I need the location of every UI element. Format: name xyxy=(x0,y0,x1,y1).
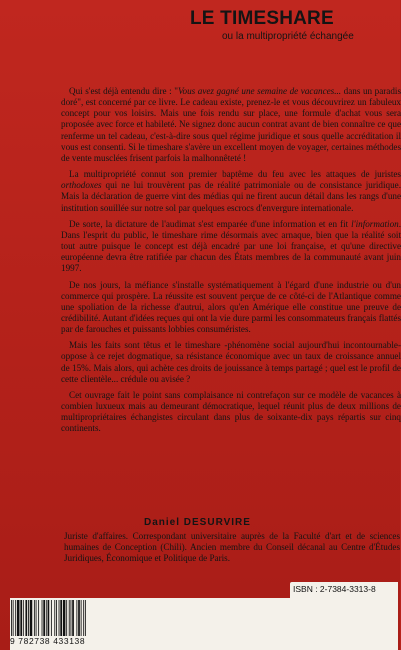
isbn-box xyxy=(290,582,398,598)
blurb-text xyxy=(61,86,401,440)
paragraph-2: La multipropriété connut son premier baptême du feu avec les attaques de juristes orthodoxes qui ne lui trouvèrent pas de réalité patrimoniale ou de consistance juridique. Mais la déclaration de guerre vint des médias qui ne firent aucun détail dans les rangs d'une institution souillée sur notre sol par quelques escrocs d'envergure internationale. xyxy=(61,169,401,213)
paragraph-5: Mais les faits sont têtus et le timeshare -phénomène social aujourd'hui incontournable- oppose à ce rejet dogmatique, sa résistance économique avec un taux de croissance annuel de 15%. Mais alors, qui achète ces droits de jouissance à temps partagé ; quel est le profil de cette clientèle... crédule ou avisée ? xyxy=(61,340,401,384)
author-block xyxy=(64,517,400,565)
barcode-digits: 9 782738 433138 xyxy=(10,636,86,646)
book-subtitle: ou la multipropriété échangée xyxy=(222,31,354,42)
paragraph-6: Cet ouvrage fait le point sans complaisance ni contrefaçon sur ce modèle de vacances à combien luxueux mais au demeurant démocratique, lequel réunit plus de deux millions de multipropriétaires échangistes circulant dans plus de soixante-dix pays répartis sur cinq continents. xyxy=(61,389,401,434)
paragraph-3: De sorte, la dictature de l'audimat s'est emparée d'une information et en fit l'information. Dans l'esprit du public, le timeshare rime désormais avec arnaque, bien que la réalité soit tout autre puisque le concept est déjà encadré par une loi française, et qu'une directive européenne devra être ratifiée par chacun des États membres de la communauté avant juin 1997. xyxy=(61,218,401,274)
paragraph-1: Qui s'est déjà entendu dire : "Vous avez gagné une semaine de vacances... dans un paradis doré", est concerné par ce livre. Le cadeau existe, prenez-le et vous découvrirez un fabuleux concept pour vos loisirs. Mais une fois rendu sur place, une formule d'achat vous sera proposée avec force et habileté. Ne signez donc aucun contrat avant de bien connaître ce que renferme un tel cadeau, c'est-à-dire sous quel régime juridique et sous quelle accréditation il vous est consenti. Si le timeshare s'avère un excellent moyen de voyager, certaines méthodes de vente musclées frisent parfois la malhonnêteté ! xyxy=(61,86,401,163)
orthodoxes-emphasis: orthodoxes xyxy=(61,180,102,191)
information-emphasis: l'information xyxy=(351,218,399,229)
barcode-area xyxy=(10,598,398,650)
book-title: LE TIMESHARE xyxy=(190,8,334,29)
quote-emphasis: Vous avez gagné une semaine de vacances... xyxy=(177,86,342,96)
author-bio: Juriste d'affaires. Correspondant universitaire auprès de la Faculté d'art et de sciences humaines de Conception (Chili). Ancien membre du Conseil décanal au Centre d'Études Juridiques, Économique et Politique de Paris. xyxy=(64,531,400,564)
author-name: Daniel DESURVIRE xyxy=(144,517,251,528)
barcode-icon xyxy=(10,600,116,636)
paragraph-4: De nos jours, la méfiance s'installe systématiquement à l'égard d'une industrie ou d'un commerce qui prospère. La réussite est souvent perçue de ce côté-ci de l'Atlantique comme une spoliation de la richesse d'autrui, alors qu'en Amérique elle constitue une preuve de crédibilité. Autant d'idées reçues qui ont la vie dure parmi les consommateurs français flattés par de farouches et puissants lobbies consuméristes. xyxy=(61,279,401,335)
isbn-number: ISBN : 2-7384-3313-8 xyxy=(293,584,376,594)
